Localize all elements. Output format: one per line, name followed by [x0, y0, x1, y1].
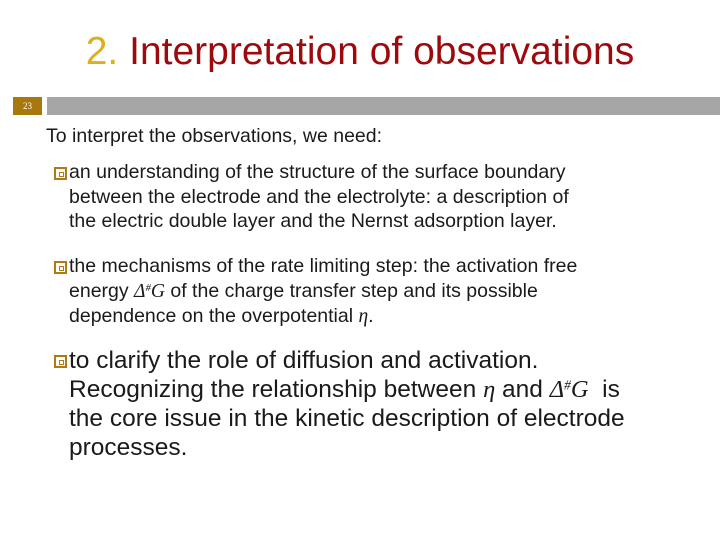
bullet-line: an understanding of the structure of the surface boundary: [69, 161, 566, 183]
intro-text: To interpret the observations, we need:: [46, 125, 383, 147]
g-symbol: G: [570, 376, 589, 403]
text-fragment: of the charge transfer step and its possible: [164, 279, 538, 302]
eta-symbol: η: [483, 376, 496, 403]
bullet-line: processes.: [69, 434, 188, 461]
text-fragment: is: [588, 376, 620, 403]
slide-title: [0, 30, 720, 74]
bullet-item-clarify: [69, 346, 625, 462]
g-symbol: G: [150, 280, 165, 302]
square-bullet-icon: [54, 261, 67, 274]
text-fragment: Recognizing the relationship between: [69, 376, 484, 403]
square-bullet-icon: [54, 167, 67, 180]
slide-title-number: 2.: [85, 30, 119, 73]
bullet-line: [69, 279, 577, 305]
square-bullet-icon: [54, 355, 67, 368]
hash-superscript: #: [145, 281, 151, 294]
text-fragment: and: [495, 376, 550, 403]
text-fragment: dependence on the overpotential: [69, 305, 359, 327]
slide-title-text: Interpretation of observations: [129, 30, 635, 73]
text-fragment: .: [368, 305, 374, 327]
bullet-item-structure: [69, 160, 569, 234]
bullet-line: the core issue in the kinetic description of electrode: [69, 405, 625, 432]
activation-energy-symbol: [550, 376, 589, 403]
bullet-line: [69, 304, 577, 330]
bullet-line: the mechanisms of the rate limiting step: the activation free: [69, 255, 578, 277]
hash-superscript: #: [564, 377, 571, 393]
slide-number-badge: 23: [13, 97, 42, 115]
bullet-line: the electric double layer and the Nernst adsorption layer.: [69, 210, 557, 232]
delta-symbol: Δ: [549, 376, 565, 403]
bullet-line: to clarify the role of diffusion and activation.: [69, 347, 539, 374]
bullet-line: [69, 375, 625, 404]
eta-symbol: η: [358, 306, 369, 327]
header-rule: [47, 97, 720, 115]
activation-energy-symbol: [134, 281, 165, 302]
bullet-line: between the electrode and the electrolyte: a description of: [69, 185, 569, 208]
bullet-item-mechanisms: [69, 254, 577, 330]
delta-symbol: Δ: [134, 280, 146, 302]
text-fragment: energy: [69, 279, 135, 302]
